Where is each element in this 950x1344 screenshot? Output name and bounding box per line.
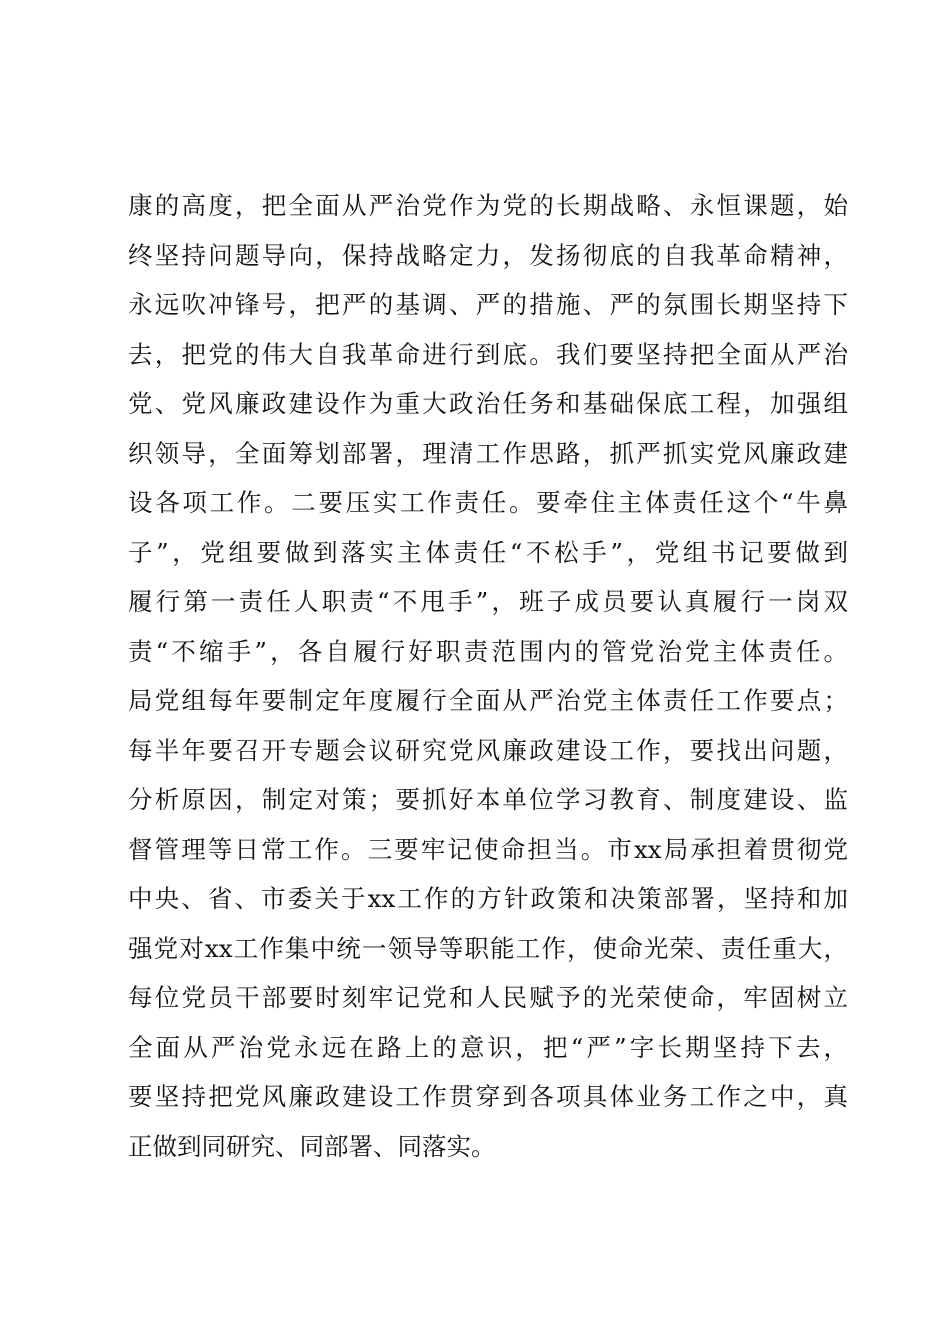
text-line: 终坚持问题导向，保持战略定力，发扬彻底的自我革命精神， <box>128 240 848 270</box>
text-line: 每半年要召开专题会议研究党风廉政建设工作，要找出问题， <box>128 735 848 765</box>
text-line: 局党组每年要制定年度履行全面从严治党主体责任工作要点； <box>128 686 848 715</box>
body-paragraph <box>128 181 848 1171</box>
text-line: 正做到同研究、同部署、同落实。 <box>128 1131 496 1161</box>
text-line: 中央、省、市委关于xx工作的方针政策和决策部署，坚持和加 <box>128 884 848 913</box>
text-line: 全面从严治党永远在路上的意识，把“严”字长期坚持下去， <box>128 1032 848 1062</box>
text-line: 每位党员干部要时刻牢记党和人民赋予的光荣使命，牢固树立 <box>128 983 848 1012</box>
text-line: 永远吹冲锋号，把严的基调、严的措施、严的氛围长期坚持下 <box>128 290 848 319</box>
text-line: 强党对xx工作集中统一领导等职能工作，使命光荣、责任重大， <box>128 933 848 963</box>
text-line: 督管理等日常工作。三要牢记使命担当。市xx局承担着贯彻党 <box>128 834 848 864</box>
text-line: 责“不缩手”，各自履行好职责范围内的管党治党主体责任。 <box>128 636 848 666</box>
text-line: 党、党风廉政建设作为重大政治任务和基础保底工程，加强组 <box>128 389 848 418</box>
text-line: 去，把党的伟大自我革命进行到底。我们要坚持把全面从严治 <box>128 339 848 369</box>
text-line: 分析原因，制定对策；要抓好本单位学习教育、制度建设、监 <box>128 785 848 814</box>
text-line: 子”，党组要做到落实主体责任“不松手”，党组书记要做到 <box>128 537 848 567</box>
text-line: 履行第一责任人职责“不甩手”，班子成员要认真履行一岗双 <box>128 587 848 616</box>
text-line: 织领导，全面筹划部署，理清工作思路，抓严抓实党风廉政建 <box>128 438 848 468</box>
text-line: 设各项工作。二要压实工作责任。要牵住主体责任这个“牛鼻 <box>128 488 848 517</box>
text-line: 康的高度，把全面从严治党作为党的长期战略、永恒课题，始 <box>128 191 848 220</box>
text-line: 要坚持把党风廉政建设工作贯穿到各项具体业务工作之中，真 <box>128 1082 848 1111</box>
